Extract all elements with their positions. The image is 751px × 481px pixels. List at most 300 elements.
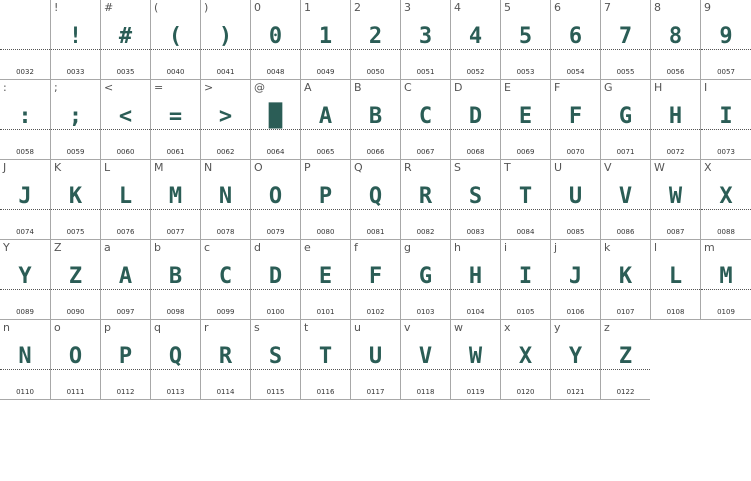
glyph-preview: 4 bbox=[468, 24, 483, 49]
glyph-char-label: D bbox=[454, 81, 463, 94]
glyph-code: 0121 bbox=[566, 388, 585, 396]
glyph-cell[interactable] bbox=[50, 320, 100, 400]
glyph-char-label: P bbox=[304, 161, 311, 174]
glyph-char-label: 1 bbox=[304, 1, 311, 14]
glyph-char-label: C bbox=[404, 81, 412, 94]
glyph-code: 0072 bbox=[666, 148, 685, 156]
glyph-cell[interactable] bbox=[300, 80, 350, 160]
baseline-divider bbox=[401, 49, 450, 50]
glyph-char-label: 7 bbox=[604, 1, 611, 14]
baseline-divider bbox=[251, 209, 300, 210]
glyph-code: 0120 bbox=[516, 388, 535, 396]
glyph-cell[interactable] bbox=[500, 80, 550, 160]
glyph-cell[interactable] bbox=[550, 320, 600, 400]
glyph-preview: J bbox=[568, 264, 583, 289]
glyph-preview: X bbox=[518, 344, 533, 369]
baseline-divider bbox=[351, 209, 400, 210]
glyph-code: 0057 bbox=[717, 68, 735, 76]
glyph-char-label: ( bbox=[154, 1, 159, 14]
glyph-preview: C bbox=[418, 104, 433, 129]
glyph-char-label: z bbox=[604, 321, 610, 334]
glyph-cell[interactable] bbox=[0, 80, 50, 160]
baseline-divider bbox=[401, 289, 450, 290]
glyph-preview: ; bbox=[68, 104, 83, 129]
glyph-preview: = bbox=[168, 104, 183, 129]
glyph-cell[interactable] bbox=[550, 80, 600, 160]
glyph-cell[interactable] bbox=[700, 80, 751, 160]
glyph-code: 0064 bbox=[266, 148, 285, 156]
glyph-char-label: T bbox=[504, 161, 511, 174]
glyph-preview: W bbox=[668, 184, 683, 209]
glyph-preview: O bbox=[68, 344, 83, 369]
baseline-divider bbox=[601, 209, 650, 210]
baseline-divider bbox=[201, 129, 250, 130]
glyph-cell[interactable] bbox=[300, 240, 350, 320]
glyph-preview: D bbox=[268, 264, 283, 289]
glyph-char-label: I bbox=[704, 81, 708, 94]
glyph-char-label: Q bbox=[354, 161, 363, 174]
baseline-divider bbox=[551, 369, 600, 370]
glyph-preview: 2 bbox=[368, 24, 383, 49]
baseline-divider bbox=[701, 129, 751, 130]
glyph-preview: I bbox=[719, 104, 733, 129]
glyph-code: 0035 bbox=[116, 68, 135, 76]
glyph-cell[interactable] bbox=[100, 80, 150, 160]
glyph-code: 0066 bbox=[366, 148, 385, 156]
glyph-cell[interactable] bbox=[450, 0, 500, 80]
glyph-char-label: < bbox=[104, 81, 114, 94]
glyph-char-label: k bbox=[604, 241, 611, 254]
glyph-char-label: a bbox=[104, 241, 111, 254]
glyph-preview: Q bbox=[368, 184, 383, 209]
baseline-divider bbox=[151, 209, 200, 210]
glyph-char-label: E bbox=[504, 81, 511, 94]
glyph-char-label: s bbox=[254, 321, 260, 334]
glyph-cell[interactable] bbox=[700, 160, 751, 240]
glyph-char-label: 5 bbox=[504, 1, 511, 14]
glyph-cell[interactable] bbox=[400, 240, 450, 320]
baseline-divider bbox=[501, 49, 550, 50]
baseline-divider bbox=[0, 369, 50, 370]
glyph-preview: U bbox=[368, 344, 383, 369]
glyph-cell[interactable] bbox=[450, 240, 500, 320]
glyph-code: 0103 bbox=[416, 308, 435, 316]
glyph-preview: ) bbox=[218, 24, 233, 49]
glyph-code: 0118 bbox=[416, 388, 435, 396]
glyph-code: 0086 bbox=[616, 228, 635, 236]
baseline-divider bbox=[451, 289, 500, 290]
glyph-cell[interactable] bbox=[600, 160, 650, 240]
glyph-preview: L bbox=[668, 264, 683, 289]
glyph-code: 0075 bbox=[66, 228, 85, 236]
glyph-code: 0101 bbox=[316, 308, 335, 316]
glyph-code: 0098 bbox=[166, 308, 185, 316]
glyph-char-label: 2 bbox=[354, 1, 361, 14]
glyph-char-label: 0 bbox=[254, 1, 261, 14]
glyph-char-label: ; bbox=[54, 81, 58, 94]
glyph-char-label: l bbox=[654, 241, 658, 254]
baseline-divider bbox=[101, 49, 150, 50]
glyph-cell[interactable] bbox=[600, 0, 650, 80]
glyph-preview: R bbox=[218, 344, 233, 369]
glyph-cell[interactable] bbox=[250, 240, 300, 320]
glyph-cell[interactable] bbox=[400, 0, 450, 80]
baseline-divider bbox=[251, 369, 300, 370]
glyph-char-label: Y bbox=[3, 241, 10, 254]
glyph-code: 0059 bbox=[66, 148, 85, 156]
glyph-preview: O bbox=[268, 184, 283, 209]
glyph-char-label: r bbox=[204, 321, 209, 334]
glyph-cell[interactable] bbox=[150, 240, 200, 320]
glyph-char-label: ) bbox=[204, 1, 209, 14]
glyph-cell[interactable] bbox=[200, 240, 250, 320]
baseline-divider bbox=[151, 129, 200, 130]
glyph-cell[interactable] bbox=[150, 80, 200, 160]
glyph-code: 0104 bbox=[466, 308, 485, 316]
glyph-cell[interactable] bbox=[100, 240, 150, 320]
glyph-code: 0106 bbox=[566, 308, 585, 316]
glyph-code: 0083 bbox=[466, 228, 485, 236]
baseline-divider bbox=[601, 369, 650, 370]
baseline-divider bbox=[401, 129, 450, 130]
glyph-preview: 9 bbox=[719, 24, 733, 49]
glyph-code: 0100 bbox=[266, 308, 285, 316]
glyph-char-label: B bbox=[354, 81, 362, 94]
glyph-char-label: w bbox=[454, 321, 463, 334]
glyph-code: 0089 bbox=[16, 308, 34, 316]
glyph-cell[interactable] bbox=[400, 160, 450, 240]
glyph-char-label: @ bbox=[254, 81, 265, 94]
glyph-code: 0052 bbox=[466, 68, 485, 76]
glyph-char-label: > bbox=[204, 81, 214, 94]
glyph-preview: D bbox=[468, 104, 483, 129]
glyph-cell[interactable] bbox=[150, 0, 200, 80]
glyph-char-label: W bbox=[654, 161, 665, 174]
glyph-code: 0032 bbox=[16, 68, 34, 76]
glyph-cell[interactable] bbox=[50, 160, 100, 240]
glyph-preview: B bbox=[368, 104, 383, 129]
glyph-preview: L bbox=[118, 184, 133, 209]
glyph-preview: R bbox=[418, 184, 433, 209]
baseline-divider bbox=[351, 49, 400, 50]
glyph-char-label: p bbox=[104, 321, 111, 334]
glyph-code: 0087 bbox=[666, 228, 685, 236]
glyph-cell[interactable] bbox=[200, 80, 250, 160]
baseline-divider bbox=[551, 129, 600, 130]
glyph-cell[interactable] bbox=[450, 80, 500, 160]
glyph-cell[interactable] bbox=[600, 80, 650, 160]
glyph-preview: M bbox=[168, 184, 183, 209]
baseline-divider bbox=[201, 209, 250, 210]
glyph-code: 0049 bbox=[316, 68, 335, 76]
glyph-cell[interactable] bbox=[550, 160, 600, 240]
glyph-char-label: f bbox=[354, 241, 358, 254]
glyph-cell[interactable] bbox=[650, 240, 700, 320]
glyph-cell[interactable] bbox=[0, 0, 50, 80]
glyph-code: 0081 bbox=[366, 228, 385, 236]
glyph-code: 0067 bbox=[416, 148, 435, 156]
glyph-code: 0053 bbox=[516, 68, 535, 76]
glyph-preview: < bbox=[118, 104, 133, 129]
glyph-char-label: v bbox=[404, 321, 411, 334]
glyph-preview: Y bbox=[568, 344, 583, 369]
glyph-cell[interactable] bbox=[400, 320, 450, 400]
baseline-divider bbox=[51, 209, 100, 210]
glyph-preview: ( bbox=[168, 24, 183, 49]
glyph-char-label: h bbox=[454, 241, 461, 254]
glyph-cell[interactable] bbox=[450, 160, 500, 240]
glyph-char-label: Z bbox=[54, 241, 62, 254]
glyph-code: 0079 bbox=[266, 228, 285, 236]
glyph-code: 0058 bbox=[16, 148, 34, 156]
baseline-divider bbox=[301, 289, 350, 290]
glyph-preview: █ bbox=[268, 104, 283, 129]
glyph-preview: 7 bbox=[618, 24, 633, 49]
glyph-code: 0111 bbox=[66, 388, 85, 396]
glyph-cell[interactable] bbox=[600, 240, 650, 320]
glyph-char-label: q bbox=[154, 321, 161, 334]
glyph-cell[interactable] bbox=[0, 240, 50, 320]
glyph-preview: T bbox=[518, 184, 533, 209]
baseline-divider bbox=[201, 49, 250, 50]
glyph-preview: 1 bbox=[318, 24, 333, 49]
glyph-cell[interactable] bbox=[500, 0, 550, 80]
glyph-char-label: = bbox=[154, 81, 164, 94]
glyph-cell[interactable] bbox=[150, 320, 200, 400]
glyph-code: 0097 bbox=[116, 308, 135, 316]
glyph-code: 0070 bbox=[566, 148, 585, 156]
glyph-cell[interactable] bbox=[100, 0, 150, 80]
glyph-char-label: j bbox=[554, 241, 558, 254]
glyph-cell[interactable] bbox=[600, 320, 650, 400]
baseline-divider bbox=[451, 129, 500, 130]
glyph-preview: 8 bbox=[668, 24, 683, 49]
glyph-preview: 5 bbox=[518, 24, 533, 49]
baseline-divider bbox=[251, 289, 300, 290]
glyph-code: 0109 bbox=[717, 308, 735, 316]
glyph-cell[interactable] bbox=[350, 80, 400, 160]
glyph-code: 0074 bbox=[16, 228, 34, 236]
glyph-preview: : bbox=[18, 104, 32, 129]
glyph-cell[interactable] bbox=[650, 80, 700, 160]
glyph-char-label: X bbox=[704, 161, 712, 174]
baseline-divider bbox=[601, 289, 650, 290]
glyph-preview: P bbox=[118, 344, 133, 369]
glyph-preview: N bbox=[18, 344, 32, 369]
glyph-cell[interactable] bbox=[250, 160, 300, 240]
glyph-code: 0080 bbox=[316, 228, 335, 236]
glyph-code: 0110 bbox=[16, 388, 34, 396]
glyph-code: 0082 bbox=[416, 228, 435, 236]
glyph-preview: J bbox=[18, 184, 32, 209]
glyph-preview: M bbox=[719, 264, 733, 289]
glyph-code: 0119 bbox=[466, 388, 485, 396]
glyph-code: 0114 bbox=[216, 388, 235, 396]
baseline-divider bbox=[51, 369, 100, 370]
glyph-code: 0113 bbox=[166, 388, 185, 396]
glyph-cell[interactable] bbox=[0, 320, 50, 400]
baseline-divider bbox=[501, 129, 550, 130]
baseline-divider bbox=[601, 49, 650, 50]
baseline-divider bbox=[601, 129, 650, 130]
glyph-cell[interactable] bbox=[0, 160, 50, 240]
glyph-char-label: c bbox=[204, 241, 211, 254]
glyph-char-label: L bbox=[104, 161, 111, 174]
glyph-cell[interactable] bbox=[550, 240, 600, 320]
baseline-divider bbox=[501, 209, 550, 210]
glyph-cell[interactable] bbox=[50, 80, 100, 160]
glyph-cell[interactable] bbox=[300, 320, 350, 400]
glyph-preview: B bbox=[168, 264, 183, 289]
glyph-cell[interactable] bbox=[150, 160, 200, 240]
glyph-code: 0054 bbox=[566, 68, 585, 76]
baseline-divider bbox=[301, 49, 350, 50]
glyph-cell[interactable] bbox=[50, 0, 100, 80]
glyph-cell[interactable] bbox=[300, 160, 350, 240]
baseline-divider bbox=[201, 369, 250, 370]
glyph-cell[interactable] bbox=[300, 0, 350, 80]
glyph-char-label: K bbox=[54, 161, 62, 174]
glyph-preview: S bbox=[268, 344, 283, 369]
glyph-code: 0073 bbox=[717, 148, 735, 156]
glyph-code: 0105 bbox=[516, 308, 535, 316]
glyph-preview: U bbox=[568, 184, 583, 209]
glyph-preview: A bbox=[118, 264, 133, 289]
glyph-cell[interactable] bbox=[350, 240, 400, 320]
baseline-divider bbox=[551, 289, 600, 290]
glyph-char-label: N bbox=[204, 161, 213, 174]
glyph-preview: A bbox=[318, 104, 333, 129]
glyph-cell[interactable] bbox=[350, 160, 400, 240]
baseline-divider bbox=[151, 369, 200, 370]
glyph-cell[interactable] bbox=[100, 320, 150, 400]
glyph-code: 0115 bbox=[266, 388, 285, 396]
glyph-code: 0069 bbox=[516, 148, 535, 156]
glyph-cell[interactable] bbox=[250, 80, 300, 160]
glyph-char-label: y bbox=[554, 321, 561, 334]
glyph-preview: K bbox=[68, 184, 83, 209]
glyph-char-label: t bbox=[304, 321, 309, 334]
glyph-cell[interactable] bbox=[400, 80, 450, 160]
glyph-code: 0116 bbox=[316, 388, 335, 396]
glyph-preview: I bbox=[518, 264, 533, 289]
glyph-cell[interactable] bbox=[500, 160, 550, 240]
glyph-code: 0090 bbox=[66, 308, 85, 316]
baseline-divider bbox=[651, 289, 700, 290]
glyph-code: 0112 bbox=[116, 388, 135, 396]
glyph-preview: 3 bbox=[418, 24, 433, 49]
baseline-divider bbox=[551, 49, 600, 50]
glyph-preview: X bbox=[719, 184, 733, 209]
glyph-code: 0078 bbox=[216, 228, 235, 236]
glyph-cell[interactable] bbox=[700, 240, 751, 320]
glyph-preview: S bbox=[468, 184, 483, 209]
glyph-preview: Y bbox=[18, 264, 32, 289]
glyph-preview: G bbox=[618, 104, 633, 129]
glyph-cell[interactable] bbox=[250, 0, 300, 80]
baseline-divider bbox=[251, 129, 300, 130]
glyph-char-label: M bbox=[154, 161, 164, 174]
glyph-preview: 0 bbox=[268, 24, 283, 49]
glyph-code: 0048 bbox=[266, 68, 285, 76]
glyph-preview: 6 bbox=[568, 24, 583, 49]
glyph-cell[interactable] bbox=[500, 320, 550, 400]
glyph-char-label: 8 bbox=[654, 1, 661, 14]
baseline-divider bbox=[351, 129, 400, 130]
glyph-cell[interactable] bbox=[350, 320, 400, 400]
glyph-char-label: e bbox=[304, 241, 311, 254]
baseline-divider bbox=[151, 289, 200, 290]
glyph-char-label: R bbox=[404, 161, 412, 174]
glyph-code: 0102 bbox=[366, 308, 385, 316]
glyph-preview: ! bbox=[68, 24, 83, 49]
glyph-char-label: 9 bbox=[704, 1, 711, 14]
glyph-code: 0050 bbox=[366, 68, 385, 76]
glyph-preview: W bbox=[468, 344, 483, 369]
glyph-code: 0099 bbox=[216, 308, 235, 316]
glyph-char-label: F bbox=[554, 81, 561, 94]
glyph-preview: P bbox=[318, 184, 333, 209]
glyph-cell[interactable] bbox=[650, 160, 700, 240]
glyph-char-label: O bbox=[254, 161, 263, 174]
baseline-divider bbox=[101, 369, 150, 370]
baseline-divider bbox=[0, 209, 50, 210]
glyph-cell[interactable] bbox=[500, 240, 550, 320]
baseline-divider bbox=[0, 129, 50, 130]
glyph-cell[interactable] bbox=[350, 0, 400, 80]
glyph-code: 0088 bbox=[717, 228, 735, 236]
glyph-code: 0108 bbox=[666, 308, 685, 316]
baseline-divider bbox=[651, 209, 700, 210]
glyph-cell[interactable] bbox=[550, 0, 600, 80]
glyph-cell[interactable] bbox=[200, 0, 250, 80]
baseline-divider bbox=[201, 289, 250, 290]
glyph-code: 0055 bbox=[616, 68, 635, 76]
glyph-cell[interactable] bbox=[100, 160, 150, 240]
glyph-preview: T bbox=[318, 344, 333, 369]
glyph-char-label: i bbox=[504, 241, 508, 254]
glyph-cell[interactable] bbox=[200, 160, 250, 240]
glyph-code: 0077 bbox=[166, 228, 185, 236]
glyph-code: 0122 bbox=[616, 388, 635, 396]
glyph-cell[interactable] bbox=[250, 320, 300, 400]
glyph-cell[interactable] bbox=[50, 240, 100, 320]
glyph-preview: F bbox=[568, 104, 583, 129]
glyph-preview: N bbox=[218, 184, 233, 209]
glyph-char-label: d bbox=[254, 241, 261, 254]
baseline-divider bbox=[301, 369, 350, 370]
glyph-char-label: o bbox=[54, 321, 61, 334]
baseline-divider bbox=[301, 209, 350, 210]
glyph-preview: # bbox=[118, 24, 133, 49]
glyph-cell[interactable] bbox=[700, 0, 751, 80]
glyph-cell[interactable] bbox=[650, 0, 700, 80]
baseline-divider bbox=[101, 209, 150, 210]
glyph-char-label: : bbox=[3, 81, 7, 94]
glyph-code: 0084 bbox=[516, 228, 535, 236]
baseline-divider bbox=[0, 289, 50, 290]
baseline-divider bbox=[501, 289, 550, 290]
glyph-cell[interactable] bbox=[450, 320, 500, 400]
glyph-char-label: V bbox=[604, 161, 612, 174]
glyph-char-label: J bbox=[3, 161, 7, 174]
glyph-char-label: 4 bbox=[454, 1, 461, 14]
glyph-cell[interactable] bbox=[200, 320, 250, 400]
baseline-divider bbox=[301, 129, 350, 130]
baseline-divider bbox=[151, 49, 200, 50]
glyph-code: 0061 bbox=[166, 148, 185, 156]
baseline-divider bbox=[501, 369, 550, 370]
